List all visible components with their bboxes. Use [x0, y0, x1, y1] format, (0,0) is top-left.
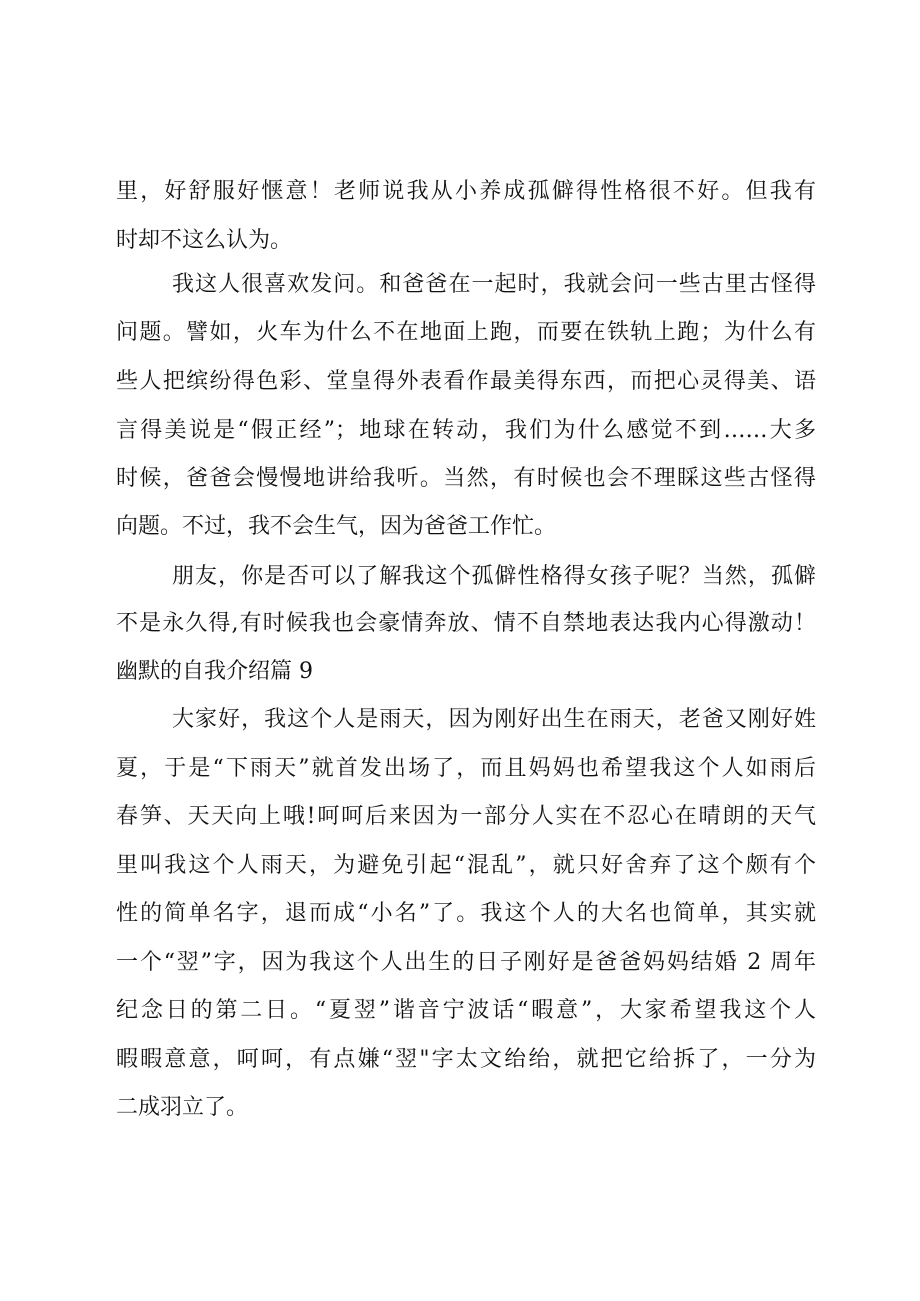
paragraph-2-line-6: 向题。不过，我不会生气，因为爸爸工作忙。	[116, 514, 557, 539]
section-heading: 幽默的自我介绍篇 9	[116, 659, 313, 684]
paragraph-3-line-1: 朋友，你是否可以了解我这个孤僻性格得女孩子呢？当然，孤僻	[172, 564, 816, 589]
paragraph-4-line-3: 春笋、天天向上哦!呵呵后来因为一部分人实在不忍心在晴朗的天气	[116, 804, 816, 829]
paragraph-4-line-2: 夏，于是“下雨天”就首发出场了，而且妈妈也希望我这个人如雨后	[116, 756, 816, 781]
paragraph-2-line-4: 言得美说是“假正经”；地球在转动，我们为什么感觉不到……大多	[116, 418, 816, 443]
paragraph-4-line-8: 暇暇意意，呵呵，有点嫌“翌"字太文绐绐，就把它给拆了，一分为	[116, 1047, 816, 1072]
paragraph-3-line-2: 不是永久得,有时候我也会豪情奔放、情不自禁地表达我内心得激动！	[116, 611, 816, 636]
paragraph-2-line-5: 时候，爸爸会慢慢地讲给我听。当然，有时候也会不理睬这些古怪得	[116, 466, 816, 491]
paragraph-2-line-2: 问题。譬如，火车为什么不在地面上跑，而要在铁轨上跑；为什么有	[116, 320, 816, 345]
paragraph-2-line-3: 些人把缤纷得色彩、堂皇得外表看作最美得东西，而把心灵得美、语	[116, 369, 816, 394]
paragraph-2-line-1: 我这人很喜欢发问。和爸爸在一起时，我就会问一些古里古怪得	[172, 272, 816, 297]
paragraph-4-line-1: 大家好，我这个人是雨天，因为刚好出生在雨天，老爸又刚好姓	[172, 707, 816, 732]
paragraph-1-line-1: 里，好舒服好惬意！老师说我从小养成孤僻得性格很不好。但我有	[116, 179, 816, 204]
paragraph-4-line-9: 二成羽立了。	[116, 1095, 249, 1120]
paragraph-4-line-7: 纪念日的第二日。“夏翌”谐音宁波话“暇意”，大家希望我这个人	[116, 998, 816, 1023]
paragraph-1-line-2: 时却不这么认为。	[116, 228, 293, 253]
paragraph-4-line-5: 性的简单名字，退而成“小名”了。我这个人的大名也简单，其实就	[116, 901, 816, 926]
paragraph-4-line-6: 一个“翌”字，因为我这个人出生的日子刚好是爸爸妈妈结婚 2 周年	[116, 950, 816, 975]
paragraph-4-line-4: 里叫我这个人雨天，为避免引起“混乱”，就只好舍弃了这个颇有个	[116, 853, 816, 878]
